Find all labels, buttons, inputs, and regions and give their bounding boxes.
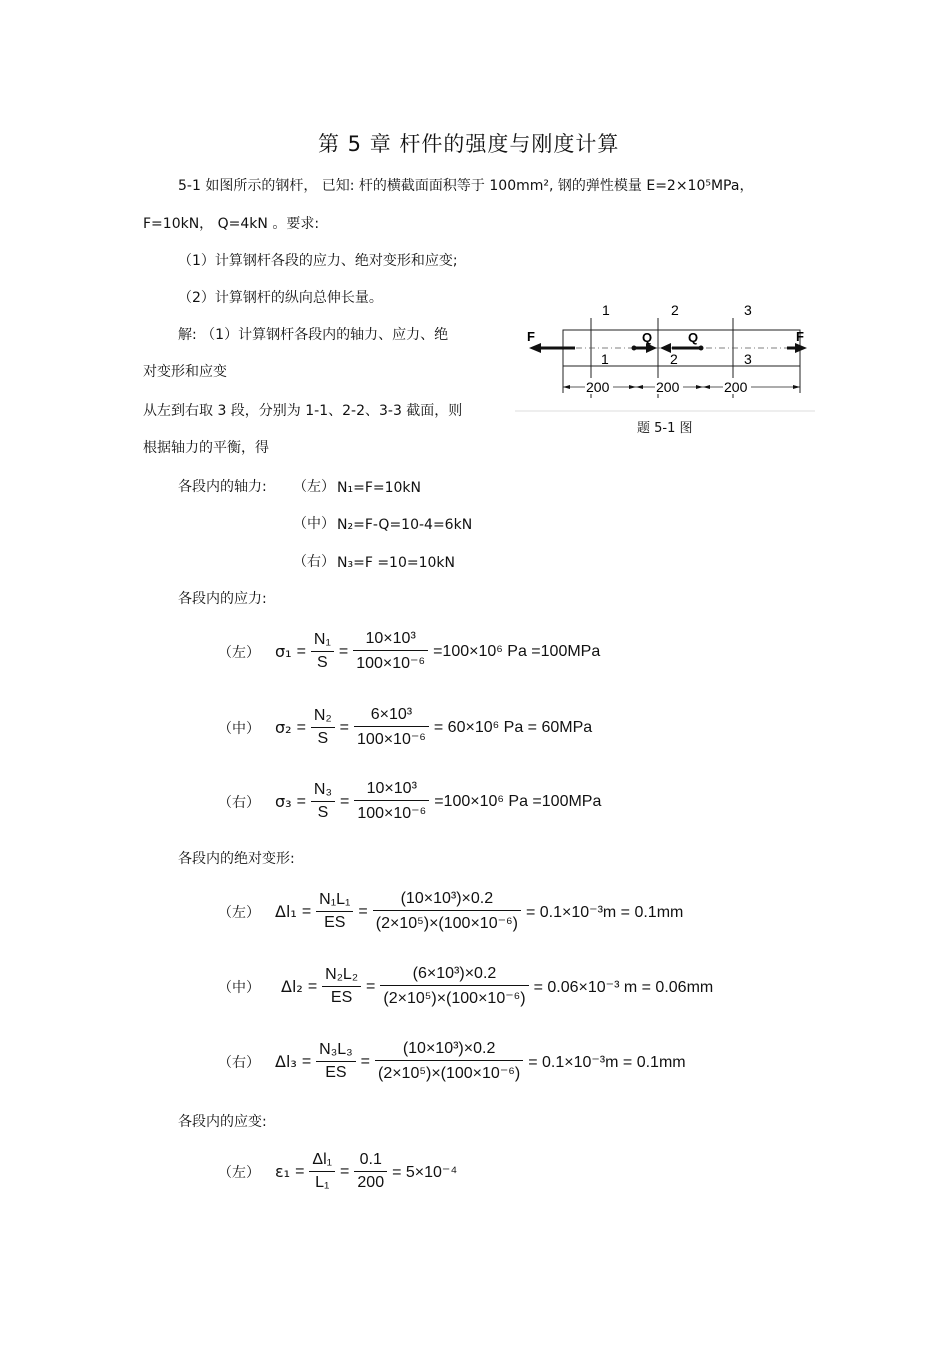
axial-left-expr: N₁=F=10kN	[337, 480, 421, 496]
dimension-label-2: 200	[656, 379, 680, 395]
figure-caption: 题 5-1 图	[637, 421, 693, 436]
problem-line-2: F=10kN， Q=4kN 。要求:	[143, 216, 320, 232]
right-force-arrow	[795, 343, 807, 353]
axial-mid-label: （中）	[293, 516, 335, 532]
deform-right-equation: （右） Δl₃ = $\frac{\text{N₃L₃}}{ES}$ = $\frac{\text{(10×10³)×0.2}}{\text{(2×10⁵)×(100×10⁻⁶)}}$ = 0.1×10⁻³m = 0.1mm	[218, 1040, 686, 1082]
axial-right-expr: N₃=F =10=10kN	[337, 555, 455, 571]
section-label-1-top: 1	[602, 302, 610, 318]
stress-mid-equation: （中） σ₂ = $\frac{\text{N₂}}{S}$ = $\frac{\text{6×10³}}{\text{100×10⁻⁶}}$ = 60×10⁶ Pa = 60MPa	[218, 706, 593, 748]
deform-mid-equation: （中） Δl₂ = $\frac{\text{N₂L₂}}{ES}$ = $\frac{\text{(6×10³)×0.2}}{\text{(2×10⁵)×(100×10⁻⁶)}}$ = 0.06×10⁻³ m = 0.06mm	[218, 965, 714, 1007]
strain-heading: 各段内的应变:	[178, 1114, 267, 1130]
deform-left-equation: （左） Δl₁ = $\frac{\text{N₁L₁}}{ES}$ = $\frac{\text{(10×10³)×0.2}}{\text{(2×10⁵)×(100×10⁻⁶)}}$ = 0.1×10⁻³m = 0.1mm	[218, 890, 684, 932]
dimension-label-1: 200	[586, 379, 610, 395]
axial-heading: 各段内的轴力:	[178, 479, 267, 495]
section-label-3-bottom: 3	[744, 351, 752, 367]
force-label-left: F	[527, 329, 535, 344]
force-label-right: F	[796, 329, 804, 344]
q-label-right: Q	[688, 330, 699, 345]
requirement-2: （2）计算钢杆的纵向总伸长量。	[178, 290, 383, 306]
solution-line-1: 解: （1）计算钢杆各段内的轴力、应力、绝	[178, 327, 449, 343]
page-title: 第 5 章 杆件的强度与刚度计算	[318, 132, 620, 156]
solution-line-2: 对变形和应变	[143, 364, 227, 380]
bar-diagram	[515, 298, 815, 413]
section-label-3-top: 3	[744, 302, 752, 318]
dimension-label-3: 200	[724, 379, 748, 395]
requirement-1: （1）计算钢杆各段的应力、绝对变形和应变;	[178, 253, 458, 269]
strain-left-equation: （左） ε₁ = $\frac{\text{Δl₁}}{\text{L₁}}$ = $\frac{0.1}{200}$ = 5×10⁻⁴	[218, 1151, 458, 1191]
section-label-2-bottom: 2	[670, 351, 678, 367]
section-label-1-bottom: 1	[601, 351, 609, 367]
stress-right-equation: （右） σ₃ = $\frac{\text{N₃}}{S}$ = $\frac{\text{10×10³}}{\text{100×10⁻⁶}}$ =100×10⁶ Pa =100MPa	[218, 780, 602, 822]
problem-line-1: 5-1 如图所示的钢杆， 已知: 杆的横截面面积等于 100mm², 钢的弹性模量 E=2×10⁵MPa，	[178, 178, 754, 194]
q-label-left: Q	[642, 330, 653, 345]
solution-line-4: 根据轴力的平衡，得	[143, 440, 269, 456]
solution-line-3: 从左到右取 3 段，分别为 1-1、2-2、3-3 截面，则	[143, 403, 463, 419]
left-force-arrow	[529, 343, 541, 353]
axial-left-label: （左）	[293, 479, 335, 495]
section-label-2-top: 2	[671, 302, 679, 318]
stress-left-equation: （左） σ₁ = $\frac{\text{N₁}}{S}$ = $\frac{\text{10×10³}}{\text{100×10⁻⁶}}$ =100×10⁶ Pa =100MPa	[218, 630, 601, 672]
axial-right-label: （右）	[293, 554, 335, 570]
axial-mid-expr: N₂=F-Q=10-4=6kN	[337, 517, 473, 533]
deform-heading: 各段内的绝对变形:	[178, 851, 295, 867]
stress-heading: 各段内的应力:	[178, 591, 267, 607]
